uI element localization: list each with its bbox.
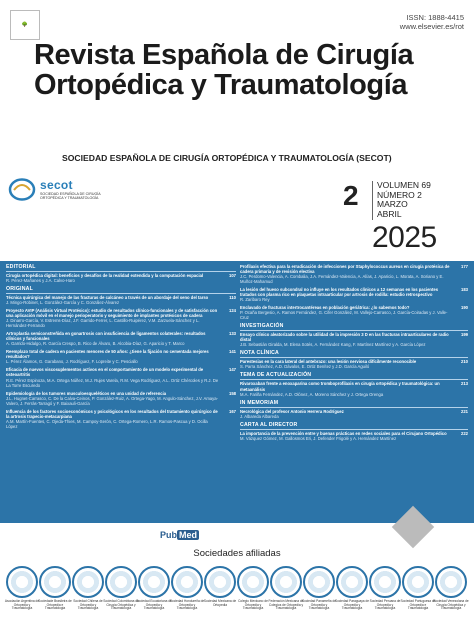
issue-year: 2025 [372, 221, 437, 254]
toc-entry-title: Parestesias en la cara lateral del antebrazo: una lesión nerviosa difícilmente reconocible [240, 359, 417, 365]
pubmed-med: Med [179, 530, 197, 540]
society-seal [268, 566, 304, 611]
society-seal-icon [204, 566, 236, 598]
toc-entry[interactable] [6, 331, 236, 346]
toc-entry-authors: R. Pérez-Mañanes y J.A. Calvo-Haro [6, 278, 75, 284]
toc-entry[interactable] [240, 332, 468, 347]
toc-entry-title: La lesión del hueso subcondral no influye en los resultados clínicos a 12 semanas en los pacientes tratados con plasma rico en plaquetas intraarticular por artrosis de rodilla: estudio retrospectivo [240, 287, 439, 298]
toc-section-heading: EDITORIAL [6, 264, 236, 272]
toc-entry-title: Artroplastia semiconstreñida en gonartrosis con insuficiencia de ligamentos colaterales: resultados clínicos y funcionales [6, 331, 206, 342]
toc-entry[interactable] [6, 349, 236, 364]
toc-section-heading: CARTA AL DIRECTOR [240, 422, 468, 430]
society-seal [334, 566, 370, 611]
society-seal [37, 566, 73, 611]
toc-entry-authors: M. Vázquez Gómez, M. Gallosmos Eri, J. Defender Frigolé y A. Hernández Martínez [240, 435, 397, 441]
pubmed-pub: Pub [160, 530, 177, 540]
toc-entry[interactable] [6, 308, 236, 328]
society-seal [169, 566, 205, 611]
toc-section-heading: ORIGINAL [6, 286, 236, 294]
toc-entry[interactable] [240, 409, 468, 419]
issue-info [372, 181, 431, 220]
toc-entry-page: 107 [229, 273, 236, 278]
society-seal-caption: Federación Mexicana de Colegios de Ortopedia y Traumatología [268, 599, 304, 611]
toc-entry-title: Cirugía ortopédica digital: beneficios y desafíos de la realidad extendida y la computación espacial [6, 273, 204, 278]
toc-entry-page: 222 [461, 430, 468, 436]
month-1: MARZO [377, 199, 408, 210]
toc-entry-authors: S. Parra Sánchez, A.D. Dávalos, E. Ortiz Benítez y J.D. García Aguiló [240, 364, 370, 370]
toc-section-heading: TEMA DE ACTUALIZACIÓN [240, 372, 468, 380]
society-seal-icon [171, 566, 203, 598]
toc-entry-title: Ensayo clínico aleatorizado sobre la utilidad de la impresión 3 D en las fracturas intraarticulares de radio distal [240, 332, 449, 343]
toc-entry-title: Reemplazo total de cadera en pacientes menores de 50 años: ¿tiene la fijación no cementada mejores resultados? [6, 349, 209, 360]
toc-entry-authors: A.M. Martín-Fuentes, C. Ojeda-Thies, M. Campoy-Serón, C. Ortega-Romero, L.R. Ramos-Pascua y D. Ocilla López [6, 418, 208, 429]
society-seal-caption: Sociedad Venezolana de Cirugía Ortopédica y Traumatología [433, 599, 469, 611]
society-name: SOCIEDAD ESPAÑOLA DE CIRUGÍA ORTOPÉDICA Y TRAUMATOLOGÍA (SECOT) [62, 153, 392, 163]
toc-entry[interactable] [240, 381, 468, 396]
toc-entry-authors: M.A. Fariña Fernández, A.D. Olónez, A. Moreno Sánchez y J. Ortega Orenga [240, 391, 384, 397]
secot-subtitle: SOCIEDAD ESPAÑOLA DE CIRUGÍA ORTOPÉDICA Y TRAUMATOLOGÍA [40, 192, 101, 201]
toc-entry-authors: J.C. Perdomo-Valencia, A. Combalia, J.A. Fernández-Valencia, A. Alías, J. Aparicio, L. Morata, A. Soriano y E. Muñoz-Mahamud [240, 274, 444, 285]
society-seal [4, 566, 40, 611]
society-seal-icon [39, 566, 71, 598]
society-seal-caption: Sociedade Brasileira de Ortopedia e Traumatologia [38, 599, 72, 611]
society-seal-icon [72, 566, 104, 598]
toc-entry[interactable] [6, 391, 236, 406]
society-seal-icon [369, 566, 401, 598]
toc-entry-page: 141 [229, 349, 236, 355]
toc-entry-authors: L. Pérez Álamos, G. Garabano, J. Rodríguez, F. Lopreite y C. Pesciallo [6, 359, 138, 365]
issue-number-big: 2 [343, 180, 359, 211]
society-seals [4, 566, 470, 624]
society-seal-caption: Asociación Argentina de Ortopedia y Traumatología [4, 599, 40, 611]
issn-block [400, 14, 464, 31]
volume: VOLUMEN 69 [377, 180, 431, 190]
toc-entry-page: 158 [229, 390, 236, 396]
toc-entry-authors: A. Garrido-Hidalgo, R. García Crespo, B. Rico de Álvaro, B. Alcobia-Díaz, G. Aparicio y T. Marco [6, 341, 185, 347]
toc-entry[interactable] [240, 264, 468, 284]
society-seal-icon [435, 566, 467, 598]
society-seal-caption: Sociedad Hondureña de Ortopedia y Traumatología [169, 599, 205, 611]
society-seal-icon [336, 566, 368, 598]
society-seal-icon [237, 566, 269, 598]
society-seal-caption: Sociedad Ecuatoriana de Ortopedia y Traumatología [136, 599, 172, 611]
toc-entry[interactable] [240, 287, 468, 302]
journal-title: Revista Española de Cirugía Ortopédica y Traumatología [34, 39, 414, 102]
toc-entry-authors: J. Mingo-Robinet, L. González-García y C. González-Álvarez [6, 300, 120, 306]
toc-entry-title: Rivaroxaban frente a enoxaparina como tromboprofilaxis en cirugía ortopédica y traumatológica: un metaanálisis [240, 381, 440, 392]
society-seal [103, 566, 139, 611]
toc-entry-title: Influencia de los factores socioeconómicos y psicológicos en los resultados del tratamiento quirúrgico de la artrosis trapecio-metacarpiana [6, 408, 218, 419]
affiliated-societies-label: Sociedades afiliadas [193, 548, 281, 559]
society-seal-caption: Sociedad Paraguaya de Ortopedia y Traumatología [334, 599, 370, 611]
toc-entry[interactable] [240, 431, 468, 441]
toc-entry-authors: P. Ocaña Bergesio, A. Ramos Fernández, G. Cifer González, M. Vallejo-Carrasco, J. García-Coiradas y J. Valle-Cruz [240, 310, 448, 321]
society-seal-caption: Sociedad Colombiana de Cirugía Ortopédica y Traumatología [103, 599, 139, 611]
society-seal [400, 566, 436, 611]
number: NÚMERO 2 [377, 189, 422, 200]
toc-entry-page: 133 [229, 331, 236, 337]
society-seal-caption: Sociedad Panameña de Ortopedia y Traumatología [301, 599, 337, 611]
toc-entry[interactable] [240, 359, 468, 369]
toc-entry-title: Epidemiología de los tumores musculoesqueléticos en una unidad de referencia [6, 390, 167, 396]
secot-emblem-icon [8, 176, 36, 203]
toc-entry-authors: J.L. Hugnet-Carrasco, C. De la Calva-Ceinos, P. González-Ruiz, A. Ortega-Yago, M. Angulo-Sánchez, J.V. Amaya-Valero, J. Ferràs-Tarragó y F. Baixauli-García [6, 395, 218, 406]
toc-entry-page: 110 [229, 295, 236, 301]
toc-entry-page: 167 [229, 408, 236, 414]
toc-entry-page: 210 [461, 359, 468, 365]
toc-entry-page: 147 [229, 367, 236, 373]
society-seal [367, 566, 403, 611]
toc-entry-page: 190 [461, 305, 468, 311]
society-seal-icon [402, 566, 434, 598]
toc-entry[interactable] [6, 295, 236, 305]
society-seal-icon [138, 566, 170, 598]
elsevier-tree-icon: 🌳 [21, 22, 29, 28]
society-seal-icon [6, 566, 38, 598]
toc-entry-page: 221 [461, 408, 468, 414]
toc-entry-title: Necrológica del profesor Antonio Herrera Rodríguez [240, 408, 344, 414]
society-seal [202, 566, 238, 607]
toc-entry-title: La importancia de la prevención entre y buenas prácticas en redes sociales para el Cirujano Ortopédico [240, 430, 447, 436]
toc-section-heading: IN MEMORIAM [240, 400, 468, 408]
secot-name: secot [40, 178, 73, 192]
society-seal [433, 566, 469, 611]
toc-entry-authors: R. Zaribaro Rey [240, 297, 270, 303]
society-seal [235, 566, 271, 611]
secot-logo [8, 176, 108, 203]
society-seal-icon [105, 566, 137, 598]
society-seal-caption: Sociedad Peruana de Ortopedia y Traumatología [369, 599, 401, 611]
month-2: ABRIL [377, 209, 402, 220]
society-seal [136, 566, 172, 611]
toc-entry-page: 183 [461, 287, 468, 293]
pubmed-logo [160, 525, 230, 539]
toc-entry-title: Profilaxis efectiva para la erradicación de infecciones por Staphylococcus aureus en cirugía protésica de cadera primaria y de revisión electiva [240, 264, 450, 275]
toc-entry-authors: J.B. Sebastián Giralda, M. Elena Sotés, A. Fernández Kang, F. Martínez Martínez y A. García López [240, 342, 426, 348]
toc-entry-title: Técnica quirúrgica del manejo de las fracturas de calcáneo a través de un abordaje del seno del tarso [6, 295, 209, 301]
toc-entry-title: Proyecto AVIP (Análisis Virtual Protésico): estudio de resultados clínico-funcionales y de satisfacción con una aplicación móvil en el manejo perioperatorio y seguimiento de implantes protésicos de cadera [6, 308, 218, 319]
society-seal-caption: Colegio Mexicano de Ortopedia y Traumatología [238, 599, 268, 611]
toc-entry-page: 199 [461, 332, 468, 338]
toc-entry[interactable] [6, 273, 236, 283]
toc-section-heading: INVESTIGACIÓN [240, 323, 468, 331]
issn: ISSN: 1888-4415 [406, 13, 464, 22]
toc-entry-page: 177 [461, 264, 468, 269]
journal-url[interactable]: www.elsevier.es/rot [399, 21, 464, 31]
toc-right-column [240, 264, 468, 444]
toc-entry[interactable] [6, 367, 236, 387]
toc-entry-authors: J. Dinarro-García, V. Estrems-Díaz, J.F. Garrido-Ferrer, L. Castillo-Ruipérez, V.M. Zarzuela-Sánchez y L. Hernández-Ferrando [6, 318, 200, 329]
toc-entry-title: Eficacia de nuevos viscosuplementos activos en el comportamiento de un modelo experimental de osteoartritis [6, 367, 204, 378]
toc-entry-title: Enclavado de fracturas intertrocantéreas en población geriátrica: ¿lo sabemos todo? [240, 305, 410, 311]
society-seal-caption: Sociedad Mexicana de Ortopedia [203, 599, 237, 607]
toc-entry-page: 213 [461, 381, 468, 387]
society-seal-icon [270, 566, 302, 598]
toc-entry-authors: R.E. Pérez Espinoza, M.A. Ortega Núñez, M.J. Rujes Varela, R.M. Vega Rodríguez, A.L. Ortiz Chércoles y R.J. De La Torre Escuredo [6, 377, 219, 388]
toc-left-column [6, 264, 236, 432]
society-seal-caption: Sociedad Portuguesa de Ortopedia e Traumatologia [400, 599, 436, 611]
society-seal [301, 566, 337, 611]
toc-entry-page: 124 [229, 308, 236, 314]
elsevier-logo [10, 10, 40, 40]
society-seal-caption: Sociedad Chilena de Ortopedia y Traumatología [73, 599, 103, 611]
toc-section-heading: NOTA CLÍNICA [240, 350, 468, 358]
toc-entry[interactable] [240, 305, 468, 320]
toc-entry[interactable] [6, 409, 236, 429]
table-of-contents [0, 261, 474, 523]
toc-entry-authors: J. Albareda Albareda [240, 413, 279, 419]
society-seal [70, 566, 106, 611]
society-seal-icon [303, 566, 335, 598]
